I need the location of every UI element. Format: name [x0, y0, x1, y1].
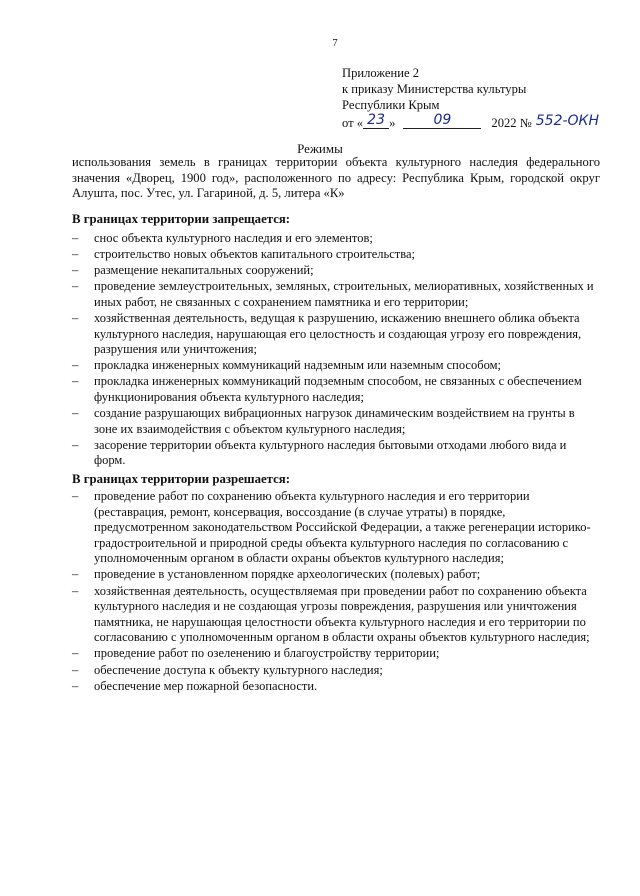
list-item-text: снос объекта культурного наследия и его элементов; [94, 231, 373, 245]
list-item [72, 663, 600, 679]
list-item-text: создание разрушающих вибрационных нагрузок динамическим воздействием на грунты в зоне их взаимодействия с объектом культурного наследия; [94, 406, 575, 436]
prohibited-heading: В границах территории запрещается: [72, 212, 291, 226]
list-item [72, 584, 600, 646]
list-item-text: проведение работ по сохранению объекта культурного наследия и его территории (реставрация, ремонт, консервация, воссоздание (в случае утраты) в порядке, предусмотренном законодательством Российской Федерации, а также регенерации историко-градостроительной и природной среды объекта культурного наследия по согласованию с уполномоченным органом в области охраны объектов культурного наследия; [94, 489, 591, 566]
dash-bullet: – [72, 662, 79, 677]
dash-bullet: – [72, 279, 79, 294]
day-handwritten: 23 [367, 112, 385, 129]
appendix-header [342, 66, 612, 131]
dash-bullet: – [72, 489, 79, 503]
list-item-text: засорение территории объекта культурного наследия бытовыми отходами любого вида и форм. [94, 437, 567, 468]
year-text: 2022 № [491, 115, 532, 130]
order-number-field [536, 114, 606, 129]
month-handwritten: 09 [433, 112, 452, 129]
list-item [72, 231, 600, 247]
list-item [72, 406, 600, 437]
dash-bullet: – [72, 437, 79, 452]
list-item [72, 646, 600, 662]
dash-bullet: – [72, 263, 79, 278]
list-item-text: обеспечение мер пожарной безопасности. [94, 678, 318, 693]
list-item-text: хозяйственная деятельность, ведущая к разрушению, искажению внешнего облика объекта культурного наследия, нарушающая его целостность и создающая угрозу его повреждения, разрушения или уничтожения; [94, 310, 582, 357]
allowed-list [72, 489, 600, 695]
order-number-handwritten: 552-ОКН [535, 113, 600, 130]
date-mid: » [389, 115, 396, 130]
dash-bullet: – [72, 247, 79, 262]
list-item [72, 358, 600, 374]
date-prefix: от « [342, 115, 364, 130]
dash-bullet: – [72, 374, 79, 389]
dash-bullet: – [72, 358, 79, 373]
document-title: Режимы [297, 141, 343, 156]
list-item-text: прокладка инженерных коммуникаций надземным или наземным способом; [94, 358, 501, 373]
list-item [72, 438, 600, 469]
list-item-text: проведение в установленном порядке археологических (полевых) работ; [94, 567, 481, 582]
list-item-text: проведение землеустроительных, земляных, строительных, мелиоративных, хозяйственных и иных работ, не связанных с сохранением памятника и его территории; [94, 279, 594, 309]
order-date-line [342, 113, 606, 131]
list-item-text: проведение работ по озеленению и благоустройству территории; [94, 646, 440, 661]
list-item [72, 679, 600, 695]
day-field [363, 113, 389, 129]
dash-bullet: – [72, 583, 79, 598]
list-item-text: хозяйственная деятельность, осуществляемая при проведении работ по сохранению объекта культурного наследия и не создающая угрозы повреждения, разрушения или уничтожения памятника, не нарушающая целостности объекта культурного наследия и его территории по согласованию с уполномоченным органом в области охраны объектов культурного наследия; [94, 583, 590, 645]
dash-bullet: – [72, 646, 79, 661]
allowed-heading: В границах территории разрешается: [72, 472, 290, 486]
dash-bullet: – [72, 678, 79, 693]
appendix-line-3: Республики Крым [342, 97, 440, 112]
dash-bullet: – [72, 406, 79, 421]
dash-bullet: – [72, 567, 79, 582]
list-item [72, 489, 600, 567]
list-item-text: прокладка инженерных коммуникаций подземным способом, не связанных с обеспечением функционирования объекта культурного наследия; [94, 374, 582, 404]
dash-bullet: – [72, 310, 79, 325]
prohibited-list [72, 231, 600, 469]
list-item-text: размещение некапитальных сооружений; [94, 263, 314, 278]
dash-bullet: – [72, 231, 79, 245]
list-item-text: строительство новых объектов капитального строительства; [94, 247, 415, 262]
list-item [72, 247, 600, 263]
list-item [72, 567, 600, 583]
list-item [72, 279, 600, 310]
list-item [72, 311, 600, 358]
list-item-text: обеспечение доступа к объекту культурного наследия; [94, 662, 383, 677]
page-number: 7 [332, 38, 338, 49]
appendix-line-2: к приказу Министерства культуры [342, 81, 527, 96]
list-item [72, 263, 600, 279]
document-intro: использования земель в границах территории объекта культурного наследия федерального значения «Дворец, 1900 год», расположенного по адресу: Республика Крым, городской округ Алушта, пос. Утес, ул. Гагариной, д. 5, литера «К» [72, 155, 600, 201]
month-field [403, 113, 481, 129]
appendix-line-1: Приложение 2 [342, 66, 420, 80]
list-item [72, 374, 600, 405]
